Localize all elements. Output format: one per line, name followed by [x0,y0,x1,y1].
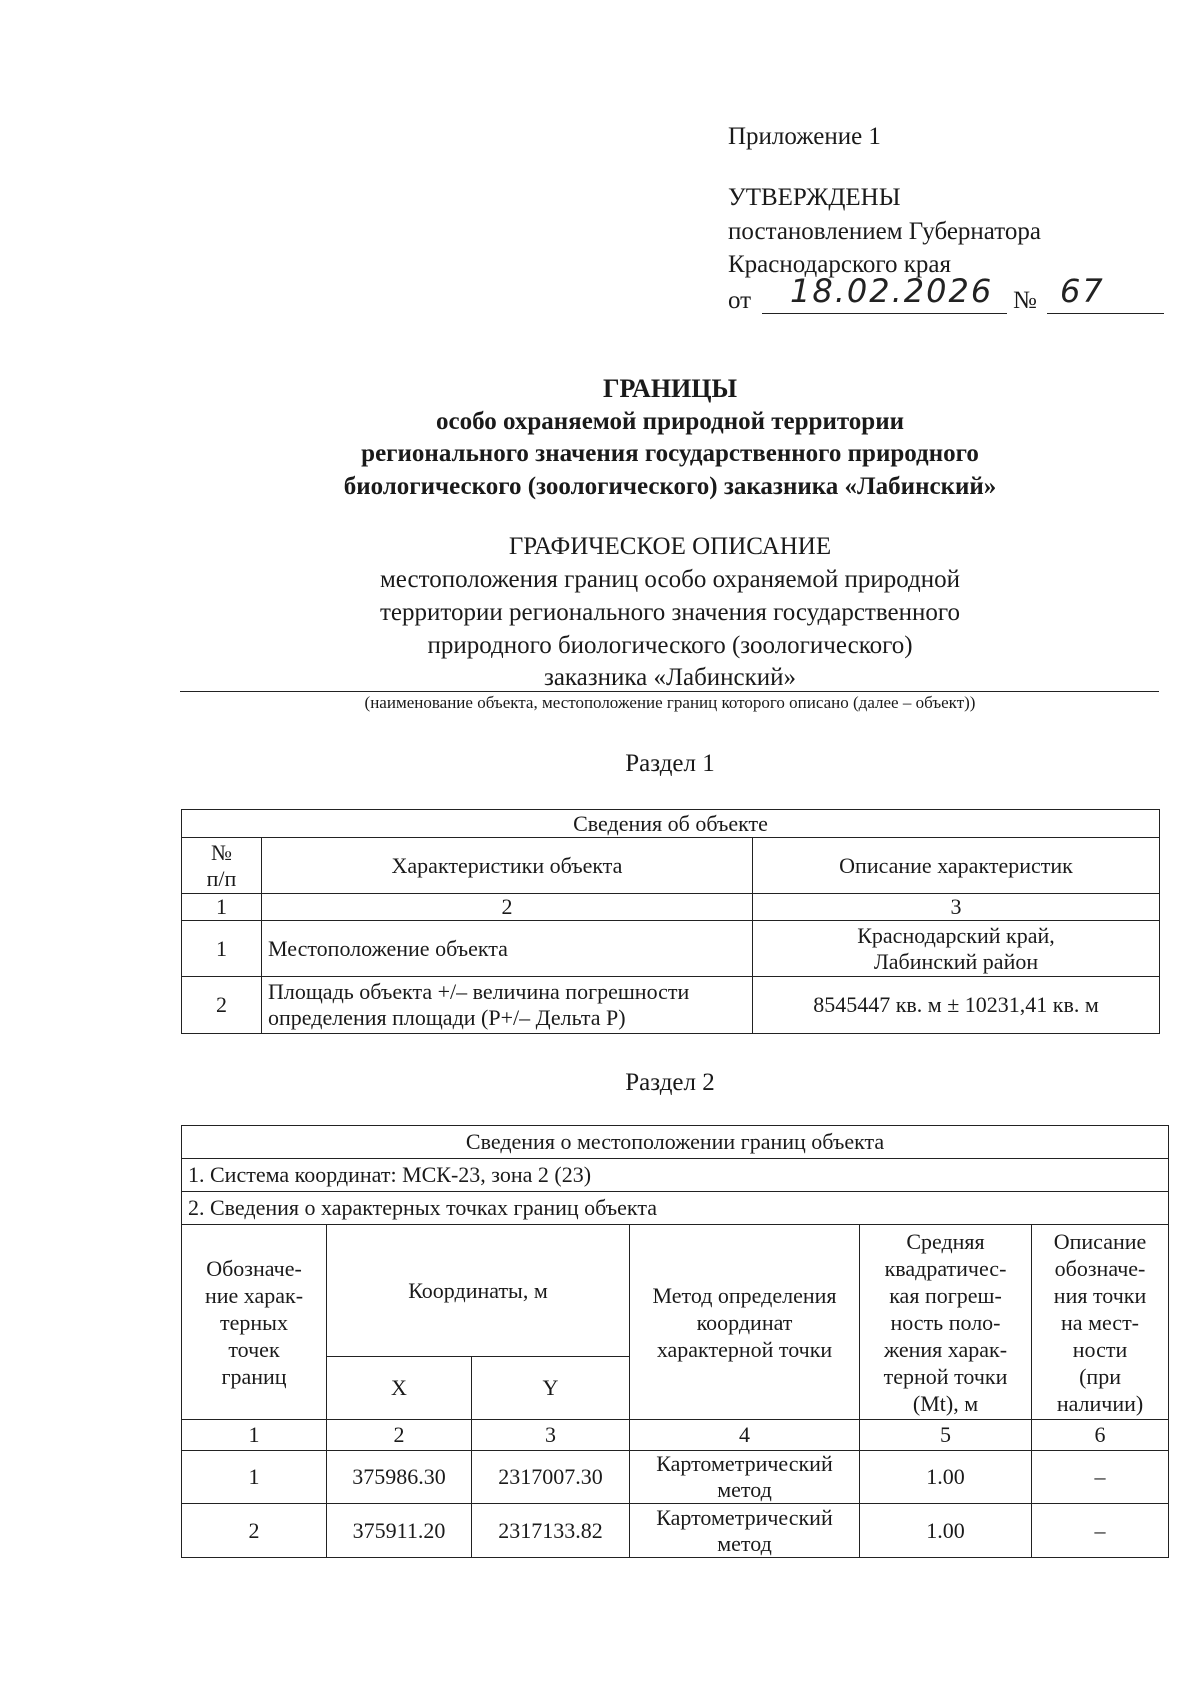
approved-by-line2: Краснодарского края [728,251,951,278]
header-text-line: кая погреш- [889,1282,1002,1308]
col-y-header: Y [472,1357,630,1420]
col-point-designation-header [182,1225,327,1420]
point-method-line2: метод [717,1477,772,1502]
row-description [753,921,1160,977]
coordinate-system: 1. Система координат: МСК-23, зона 2 (23) [182,1159,1169,1192]
description-heading: ГРАФИЧЕСКОЕ ОПИСАНИЕ [508,533,832,560]
object-info-table-title: Сведения об объекте [182,810,1160,838]
col-index-1: 1 [182,894,262,921]
date-underline [762,313,1007,314]
col-description-header: Описание характеристик [753,838,1160,894]
header-text-line: терных [220,1309,288,1335]
date-prefix: от [728,287,752,314]
header-text-line: жения харак- [883,1336,1008,1362]
header-text-line: Описание [1053,1228,1147,1254]
header-text-line: ние харак- [204,1282,304,1308]
number-underline [1047,313,1164,314]
description-line-3: природного биологического (зоологического) [427,632,913,659]
col-method-header [630,1225,860,1420]
col-x-header: X [327,1357,472,1420]
header-text-line: ность поло- [890,1309,1001,1335]
description-line-2: территории регионального значения государственного [379,599,961,626]
col-index-6: 6 [1032,1420,1169,1451]
approved-label: УТВЕРЖДЕНЫ [728,184,901,211]
handwritten-date: 18.02.2026 [790,272,994,310]
boundary-points-table [181,1125,1169,1558]
col-index-4: 4 [630,1420,860,1451]
point-label: 1 [182,1451,327,1504]
handwritten-number: 67 [1060,272,1105,310]
col-number-header-line1: № [211,839,232,865]
header-text-line: ности [1072,1336,1128,1362]
title-line-2: регионального значения государственного природного [361,440,979,467]
number-prefix: № [1013,287,1037,314]
header-text-line: границ [221,1363,287,1389]
col-number-header [182,838,262,894]
col-index-1: 1 [182,1420,327,1451]
header-text-line: координат [696,1309,793,1335]
description-line-1: местоположения границ особо охраняемой природной [379,566,961,593]
header-text-line: Средняя [906,1228,985,1254]
col-point-description-header [1032,1225,1169,1420]
row-description-line2: Лабинский район [873,948,1039,974]
object-info-table [181,809,1160,1034]
approved-by-line1: постановлением Губернатора [728,218,1041,245]
header-text-line: точек [228,1336,280,1362]
point-y: 2317133.82 [472,1504,630,1558]
point-method [630,1504,860,1558]
point-x: 375986.30 [327,1451,472,1504]
point-error: 1.00 [860,1504,1032,1558]
point-y: 2317007.30 [472,1451,630,1504]
col-index-3: 3 [472,1420,630,1451]
description-caption: (наименование объекта, местоположение границ которого описано (далее – объект)) [364,693,976,712]
row-characteristic-line2: определения площади (Р+/– Дельта Р) [268,1005,626,1030]
point-method-line1: Картометрический [656,1451,833,1476]
table-row [182,1504,1169,1558]
point-method-line2: метод [717,1530,772,1556]
description-line-4: заказника «Лабинский» [543,664,797,691]
col-characteristics-header: Характеристики объекта [262,838,753,894]
row-characteristic: Местоположение объекта [262,921,753,977]
section-1-title: Раздел 1 [625,750,715,777]
title-line-3: биологического (зоологического) заказника «Лабинский» [343,473,997,500]
row-characteristic [262,977,753,1034]
header-text-line: наличии) [1056,1390,1144,1416]
header-text-line: Обозначе- [206,1255,302,1281]
point-method [630,1451,860,1504]
header-text-line: терной точки [883,1363,1008,1389]
header-text-line: Метод определения [652,1282,837,1308]
col-index-2: 2 [327,1420,472,1451]
header-text-line: (при [1079,1363,1121,1389]
point-label: 2 [182,1504,327,1558]
row-description: 8545447 кв. м ± 10231,41 кв. м [753,977,1160,1034]
row-characteristic-line1: Площадь объекта +/– величина погрешности [268,979,690,1004]
col-index-5: 5 [860,1420,1032,1451]
header-text-line: квадратичес- [884,1255,1007,1281]
boundary-table-title: Сведения о местоположении границ объекта [182,1126,1169,1159]
header-text-line: обозначе- [1054,1255,1146,1281]
header-text-line: (Mt), м [912,1390,979,1416]
title-line-1: особо охраняемой природной территории [435,408,905,435]
appendix-label: Приложение 1 [728,123,881,150]
table-row [182,921,1160,977]
row-description-line1: Краснодарский край, [857,922,1055,948]
col-number-header-line2: п/п [206,865,237,891]
col-index-2: 2 [262,894,753,921]
point-error: 1.00 [860,1451,1032,1504]
header-text-line: на мест- [1061,1309,1140,1335]
col-coordinates-header: Координаты, м [327,1225,630,1357]
section-2-title: Раздел 2 [625,1069,715,1096]
point-method-line1: Картометрический [656,1504,833,1530]
description-underline [180,691,1159,692]
row-number: 1 [182,921,262,977]
header-text-line: характерной точки [656,1336,833,1362]
col-index-3: 3 [753,894,1160,921]
point-description: – [1032,1504,1169,1558]
col-mean-error-header [860,1225,1032,1420]
points-heading: 2. Сведения о характерных точках границ объекта [182,1192,1169,1225]
point-x: 375911.20 [327,1504,472,1558]
document-title: ГРАНИЦЫ [602,374,738,403]
row-number: 2 [182,977,262,1034]
table-row [182,1451,1169,1504]
header-text-line: ния точки [1053,1282,1147,1308]
point-description: – [1032,1451,1169,1504]
table-row [182,977,1160,1034]
